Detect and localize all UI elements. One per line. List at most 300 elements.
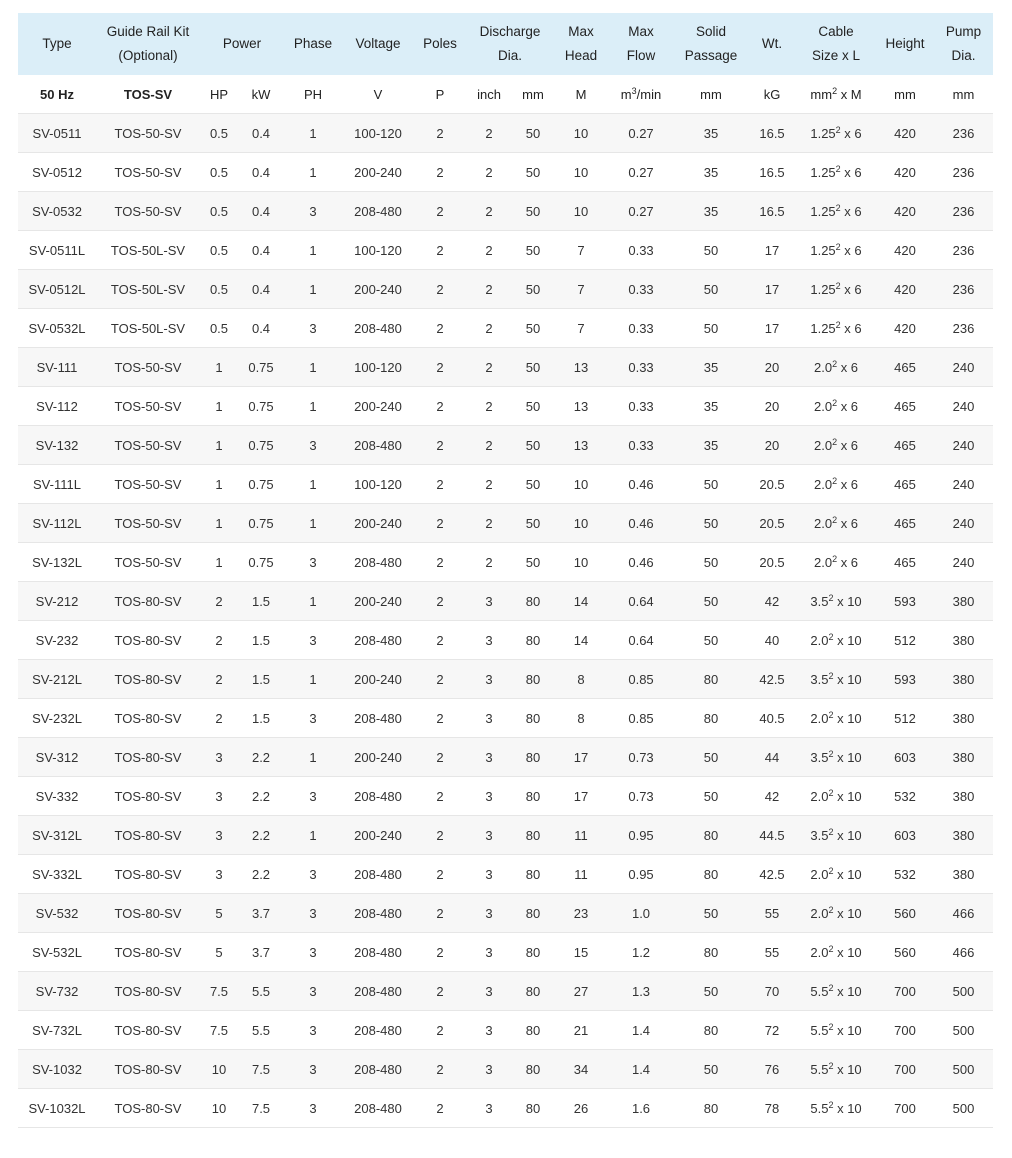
unit-inch: inch [466, 75, 512, 114]
cell-height: 532 [876, 777, 934, 816]
unit-phase: PH [284, 75, 342, 114]
cell-max-flow: 0.27 [608, 114, 674, 153]
cell-cable: 1.25$^2$ x 6 [796, 231, 876, 270]
header-power: Power [200, 13, 284, 75]
header-max-flow: Max Flow [608, 13, 674, 75]
cell-pump-dia: 236 [934, 192, 993, 231]
cell-phase: 3 [284, 192, 342, 231]
cell-height: 420 [876, 270, 934, 309]
cell-type: SV-212 [18, 582, 96, 621]
cell-mm: 80 [512, 894, 554, 933]
cell-solid-passage: 80 [674, 699, 748, 738]
cell-max-flow: 1.4 [608, 1050, 674, 1089]
cell-voltage: 100-120 [342, 114, 414, 153]
cell-height: 603 [876, 816, 934, 855]
cell-phase: 1 [284, 465, 342, 504]
cell-mm: 50 [512, 543, 554, 582]
cell-height: 465 [876, 504, 934, 543]
cell-height: 560 [876, 933, 934, 972]
cell-guide-rail: TOS-50L-SV [96, 270, 200, 309]
cell-max-head: 13 [554, 348, 608, 387]
cell-pump-dia: 500 [934, 972, 993, 1011]
cell-cable: 1.25$^2$ x 6 [796, 153, 876, 192]
cell-height: 465 [876, 348, 934, 387]
cell-inch: 2 [466, 270, 512, 309]
cell-pump-dia: 500 [934, 1050, 993, 1089]
cell-solid-passage: 50 [674, 1050, 748, 1089]
cell-voltage: 200-240 [342, 387, 414, 426]
cell-solid-passage: 35 [674, 348, 748, 387]
cell-max-flow: 0.46 [608, 504, 674, 543]
cell-inch: 2 [466, 426, 512, 465]
cell-hp: 10 [200, 1089, 238, 1128]
cell-pump-dia: 236 [934, 231, 993, 270]
cell-poles: 2 [414, 192, 466, 231]
cell-pump-dia: 380 [934, 855, 993, 894]
cell-inch: 3 [466, 855, 512, 894]
cell-solid-passage: 35 [674, 387, 748, 426]
cell-pump-dia: 500 [934, 1089, 993, 1128]
cell-height: 465 [876, 465, 934, 504]
cell-hp: 10 [200, 1050, 238, 1089]
cell-guide-rail: TOS-50-SV [96, 465, 200, 504]
cell-mm: 50 [512, 192, 554, 231]
cell-height: 593 [876, 660, 934, 699]
cell-voltage: 100-120 [342, 465, 414, 504]
cell-guide-rail: TOS-50L-SV [96, 231, 200, 270]
cell-height: 420 [876, 231, 934, 270]
cell-phase: 3 [284, 972, 342, 1011]
cell-kw: 0.4 [238, 153, 284, 192]
cell-phase: 3 [284, 1050, 342, 1089]
header-max-head: Max Head [554, 13, 608, 75]
cell-inch: 2 [466, 231, 512, 270]
cell-poles: 2 [414, 348, 466, 387]
cell-max-flow: 0.33 [608, 387, 674, 426]
cell-mm: 80 [512, 660, 554, 699]
cell-solid-passage: 50 [674, 309, 748, 348]
cell-phase: 3 [284, 777, 342, 816]
cell-cable: $2.0^2$ x 10 [796, 855, 876, 894]
table-row [18, 387, 993, 426]
unit-kw: kW [238, 75, 284, 114]
cell-voltage: 100-120 [342, 231, 414, 270]
cell-height: 512 [876, 699, 934, 738]
cell-phase: 3 [284, 1011, 342, 1050]
cell-weight: 72 [748, 1011, 796, 1050]
cell-voltage: 208-480 [342, 777, 414, 816]
cell-weight: 16.5 [748, 192, 796, 231]
cell-mm: 80 [512, 933, 554, 972]
cell-type: SV-532L [18, 933, 96, 972]
cell-type: SV-0512L [18, 270, 96, 309]
unit-pump: mm [934, 75, 993, 114]
cell-phase: 3 [284, 894, 342, 933]
cell-solid-passage: 80 [674, 1011, 748, 1050]
cell-solid-passage: 80 [674, 1089, 748, 1128]
cell-kw: 0.75 [238, 504, 284, 543]
cell-max-head: 23 [554, 894, 608, 933]
cell-max-head: 10 [554, 543, 608, 582]
cell-height: 700 [876, 1089, 934, 1128]
cell-mm: 80 [512, 699, 554, 738]
cell-max-flow: 0.95 [608, 816, 674, 855]
cell-voltage: 208-480 [342, 894, 414, 933]
cell-pump-dia: 240 [934, 387, 993, 426]
cell-max-flow: 1.4 [608, 1011, 674, 1050]
cell-inch: 2 [466, 153, 512, 192]
cell-cable: $2.0^2$ x 10 [796, 777, 876, 816]
cell-guide-rail: TOS-80-SV [96, 582, 200, 621]
cell-pump-dia: 240 [934, 348, 993, 387]
cell-phase: 1 [284, 504, 342, 543]
cell-solid-passage: 50 [674, 621, 748, 660]
cell-hp: 1 [200, 465, 238, 504]
cell-poles: 2 [414, 582, 466, 621]
cell-kw: 0.75 [238, 348, 284, 387]
header-phase: Phase [284, 13, 342, 75]
cell-pump-dia: 380 [934, 777, 993, 816]
cell-phase: 3 [284, 1089, 342, 1128]
cell-guide-rail: TOS-50-SV [96, 153, 200, 192]
cell-inch: 3 [466, 699, 512, 738]
cell-weight: 70 [748, 972, 796, 1011]
cell-pump-dia: 240 [934, 426, 993, 465]
cell-pump-dia: 380 [934, 621, 993, 660]
cell-hp: 0.5 [200, 309, 238, 348]
cell-kw: 5.5 [238, 972, 284, 1011]
cell-voltage: 208-480 [342, 621, 414, 660]
cell-type: SV-532 [18, 894, 96, 933]
cell-max-flow: 0.64 [608, 582, 674, 621]
cell-mm: 80 [512, 621, 554, 660]
cell-hp: 2 [200, 621, 238, 660]
cell-guide-rail: TOS-50-SV [96, 348, 200, 387]
cell-pump-dia: 236 [934, 270, 993, 309]
cell-height: 700 [876, 1050, 934, 1089]
cell-pump-dia: 240 [934, 465, 993, 504]
cell-poles: 2 [414, 699, 466, 738]
cell-mm: 50 [512, 114, 554, 153]
table-row [18, 348, 993, 387]
cell-solid-passage: 35 [674, 426, 748, 465]
cell-max-flow: 0.33 [608, 231, 674, 270]
cell-cable: 1.25$^2$ x 6 [796, 192, 876, 231]
cell-cable: $2.0^2$ x 10 [796, 621, 876, 660]
cell-cable: $2.0^2$ x 10 [796, 699, 876, 738]
cell-max-flow: 0.33 [608, 426, 674, 465]
spec-table-container [18, 13, 993, 1128]
cell-voltage: 208-480 [342, 972, 414, 1011]
cell-max-flow: 1.2 [608, 933, 674, 972]
cell-poles: 2 [414, 894, 466, 933]
cell-solid-passage: 50 [674, 231, 748, 270]
cell-phase: 1 [284, 153, 342, 192]
cell-type: SV-312L [18, 816, 96, 855]
cell-pump-dia: 380 [934, 699, 993, 738]
cell-height: 465 [876, 426, 934, 465]
cell-weight: 20.5 [748, 504, 796, 543]
cell-solid-passage: 50 [674, 504, 748, 543]
table-row [18, 504, 993, 543]
cell-kw: 3.7 [238, 894, 284, 933]
unit-solid: mm [674, 75, 748, 114]
cell-inch: 2 [466, 114, 512, 153]
cell-guide-rail: TOS-50L-SV [96, 309, 200, 348]
cell-inch: 2 [466, 465, 512, 504]
cell-mm: 50 [512, 309, 554, 348]
cell-max-head: 15 [554, 933, 608, 972]
cell-hp: 0.5 [200, 231, 238, 270]
cell-voltage: 208-480 [342, 1011, 414, 1050]
cell-hp: 1 [200, 426, 238, 465]
cell-phase: 3 [284, 309, 342, 348]
cell-type: SV-112L [18, 504, 96, 543]
cell-max-flow: 1.3 [608, 972, 674, 1011]
cell-weight: 44 [748, 738, 796, 777]
cell-poles: 2 [414, 933, 466, 972]
cell-kw: 5.5 [238, 1011, 284, 1050]
cell-kw: 7.5 [238, 1089, 284, 1128]
table-row [18, 1011, 993, 1050]
cell-inch: 2 [466, 348, 512, 387]
header-poles: Poles [414, 13, 466, 75]
cell-inch: 3 [466, 582, 512, 621]
cell-mm: 80 [512, 1011, 554, 1050]
cell-type: SV-0511L [18, 231, 96, 270]
cell-solid-passage: 35 [674, 114, 748, 153]
cell-kw: 2.2 [238, 816, 284, 855]
cell-type: SV-1032L [18, 1089, 96, 1128]
cell-type: SV-0532 [18, 192, 96, 231]
cell-cable: $5.5^2$ x 10 [796, 1011, 876, 1050]
cell-hp: 3 [200, 855, 238, 894]
cell-solid-passage: 50 [674, 738, 748, 777]
cell-guide-rail: TOS-50-SV [96, 387, 200, 426]
cell-guide-rail: TOS-80-SV [96, 933, 200, 972]
cell-type: SV-732L [18, 1011, 96, 1050]
cell-inch: 2 [466, 309, 512, 348]
cell-cable: $2.0^2$ x 6 [796, 426, 876, 465]
cell-max-head: 10 [554, 153, 608, 192]
cell-solid-passage: 80 [674, 933, 748, 972]
cell-kw: 0.75 [238, 426, 284, 465]
cell-type: SV-111L [18, 465, 96, 504]
cell-hp: 1 [200, 543, 238, 582]
cell-guide-rail: TOS-80-SV [96, 621, 200, 660]
cell-hp: 3 [200, 816, 238, 855]
cell-guide-rail: TOS-50-SV [96, 543, 200, 582]
cell-height: 465 [876, 387, 934, 426]
table-row [18, 231, 993, 270]
cell-cable: $2.0^2$ x 6 [796, 387, 876, 426]
cell-cable: $2.0^2$ x 10 [796, 894, 876, 933]
cell-voltage: 208-480 [342, 699, 414, 738]
cell-phase: 1 [284, 816, 342, 855]
cell-pump-dia: 380 [934, 738, 993, 777]
cell-max-head: 7 [554, 309, 608, 348]
cell-cable: $3.5^2$ x 10 [796, 738, 876, 777]
cell-kw: 1.5 [238, 660, 284, 699]
cell-guide-rail: TOS-80-SV [96, 777, 200, 816]
cell-phase: 1 [284, 738, 342, 777]
cell-max-flow: 0.95 [608, 855, 674, 894]
cell-poles: 2 [414, 309, 466, 348]
cell-weight: 78 [748, 1089, 796, 1128]
cell-type: SV-112 [18, 387, 96, 426]
cell-voltage: 208-480 [342, 933, 414, 972]
header-height: Height [876, 13, 934, 75]
cell-max-head: 17 [554, 738, 608, 777]
cell-max-flow: 0.64 [608, 621, 674, 660]
cell-phase: 1 [284, 114, 342, 153]
cell-height: 603 [876, 738, 934, 777]
cell-solid-passage: 50 [674, 270, 748, 309]
cell-hp: 0.5 [200, 114, 238, 153]
cell-weight: 16.5 [748, 114, 796, 153]
cell-mm: 80 [512, 582, 554, 621]
header-cable: Cable Size x L [796, 13, 876, 75]
cell-phase: 3 [284, 621, 342, 660]
table-row [18, 894, 993, 933]
header-voltage: Voltage [342, 13, 414, 75]
cell-mm: 80 [512, 1050, 554, 1089]
table-row [18, 1089, 993, 1128]
cell-height: 560 [876, 894, 934, 933]
cell-cable: $2.0^2$ x 6 [796, 465, 876, 504]
cell-max-head: 11 [554, 855, 608, 894]
cell-solid-passage: 50 [674, 972, 748, 1011]
cell-guide-rail: TOS-80-SV [96, 699, 200, 738]
cell-pump-dia: 240 [934, 504, 993, 543]
table-row [18, 270, 993, 309]
cell-height: 420 [876, 153, 934, 192]
cell-weight: 20.5 [748, 543, 796, 582]
cell-type: SV-332 [18, 777, 96, 816]
cell-max-flow: 0.27 [608, 192, 674, 231]
cell-inch: 3 [466, 972, 512, 1011]
cell-kw: 0.75 [238, 387, 284, 426]
unit-type: 50 Hz [18, 75, 96, 114]
table-row [18, 777, 993, 816]
cell-phase: 1 [284, 231, 342, 270]
unit-height: mm [876, 75, 934, 114]
header-weight: Wt. [748, 13, 796, 75]
cell-hp: 0.5 [200, 270, 238, 309]
cell-weight: 40.5 [748, 699, 796, 738]
cell-guide-rail: TOS-80-SV [96, 855, 200, 894]
cell-max-flow: 0.85 [608, 699, 674, 738]
cell-pump-dia: 500 [934, 1011, 993, 1050]
cell-height: 420 [876, 309, 934, 348]
cell-guide-rail: TOS-50-SV [96, 426, 200, 465]
cell-type: SV-232 [18, 621, 96, 660]
cell-type: SV-312 [18, 738, 96, 777]
cell-poles: 2 [414, 231, 466, 270]
cell-poles: 2 [414, 1050, 466, 1089]
cell-pump-dia: 466 [934, 933, 993, 972]
cell-voltage: 200-240 [342, 270, 414, 309]
cell-hp: 1 [200, 504, 238, 543]
header-solid-passage: Solid Passage [674, 13, 748, 75]
cell-kw: 2.2 [238, 855, 284, 894]
cell-solid-passage: 50 [674, 465, 748, 504]
table-row [18, 660, 993, 699]
cell-weight: 76 [748, 1050, 796, 1089]
cell-mm: 50 [512, 231, 554, 270]
cell-inch: 3 [466, 1011, 512, 1050]
table-row [18, 1050, 993, 1089]
cell-kw: 0.4 [238, 231, 284, 270]
cell-kw: 1.5 [238, 621, 284, 660]
cell-hp: 1 [200, 387, 238, 426]
cell-max-head: 10 [554, 192, 608, 231]
table-row [18, 465, 993, 504]
cell-height: 420 [876, 114, 934, 153]
cell-pump-dia: 380 [934, 660, 993, 699]
cell-poles: 2 [414, 660, 466, 699]
cell-guide-rail: TOS-80-SV [96, 1050, 200, 1089]
cell-max-head: 14 [554, 621, 608, 660]
cell-weight: 20 [748, 387, 796, 426]
table-row [18, 114, 993, 153]
cell-inch: 3 [466, 738, 512, 777]
cell-mm: 50 [512, 426, 554, 465]
cell-inch: 3 [466, 1050, 512, 1089]
cell-kw: 0.4 [238, 309, 284, 348]
cell-max-flow: 0.33 [608, 348, 674, 387]
cell-kw: 7.5 [238, 1050, 284, 1089]
cell-weight: 44.5 [748, 816, 796, 855]
cell-guide-rail: TOS-80-SV [96, 816, 200, 855]
cell-mm: 50 [512, 387, 554, 426]
cell-type: SV-1032 [18, 1050, 96, 1089]
cell-inch: 3 [466, 894, 512, 933]
cell-type: SV-111 [18, 348, 96, 387]
cell-weight: 55 [748, 933, 796, 972]
cell-cable: $5.5^2$ x 10 [796, 1089, 876, 1128]
table-row [18, 621, 993, 660]
cell-hp: 3 [200, 738, 238, 777]
cell-poles: 2 [414, 387, 466, 426]
cell-hp: 7.5 [200, 972, 238, 1011]
cell-pump-dia: 236 [934, 309, 993, 348]
cell-voltage: 200-240 [342, 816, 414, 855]
cell-poles: 2 [414, 543, 466, 582]
cell-mm: 80 [512, 855, 554, 894]
cell-inch: 3 [466, 660, 512, 699]
cell-poles: 2 [414, 816, 466, 855]
cell-max-head: 27 [554, 972, 608, 1011]
cell-height: 420 [876, 192, 934, 231]
cell-weight: 40 [748, 621, 796, 660]
cell-hp: 3 [200, 777, 238, 816]
cell-poles: 2 [414, 504, 466, 543]
cell-weight: 20 [748, 426, 796, 465]
cell-guide-rail: TOS-80-SV [96, 972, 200, 1011]
cell-guide-rail: TOS-80-SV [96, 894, 200, 933]
cell-inch: 3 [466, 777, 512, 816]
cell-type: SV-132 [18, 426, 96, 465]
cell-max-head: 21 [554, 1011, 608, 1050]
cell-max-head: 8 [554, 699, 608, 738]
cell-voltage: 208-480 [342, 309, 414, 348]
cell-poles: 2 [414, 1011, 466, 1050]
cell-pump-dia: 380 [934, 582, 993, 621]
cell-inch: 3 [466, 621, 512, 660]
cell-type: SV-212L [18, 660, 96, 699]
cell-height: 700 [876, 972, 934, 1011]
